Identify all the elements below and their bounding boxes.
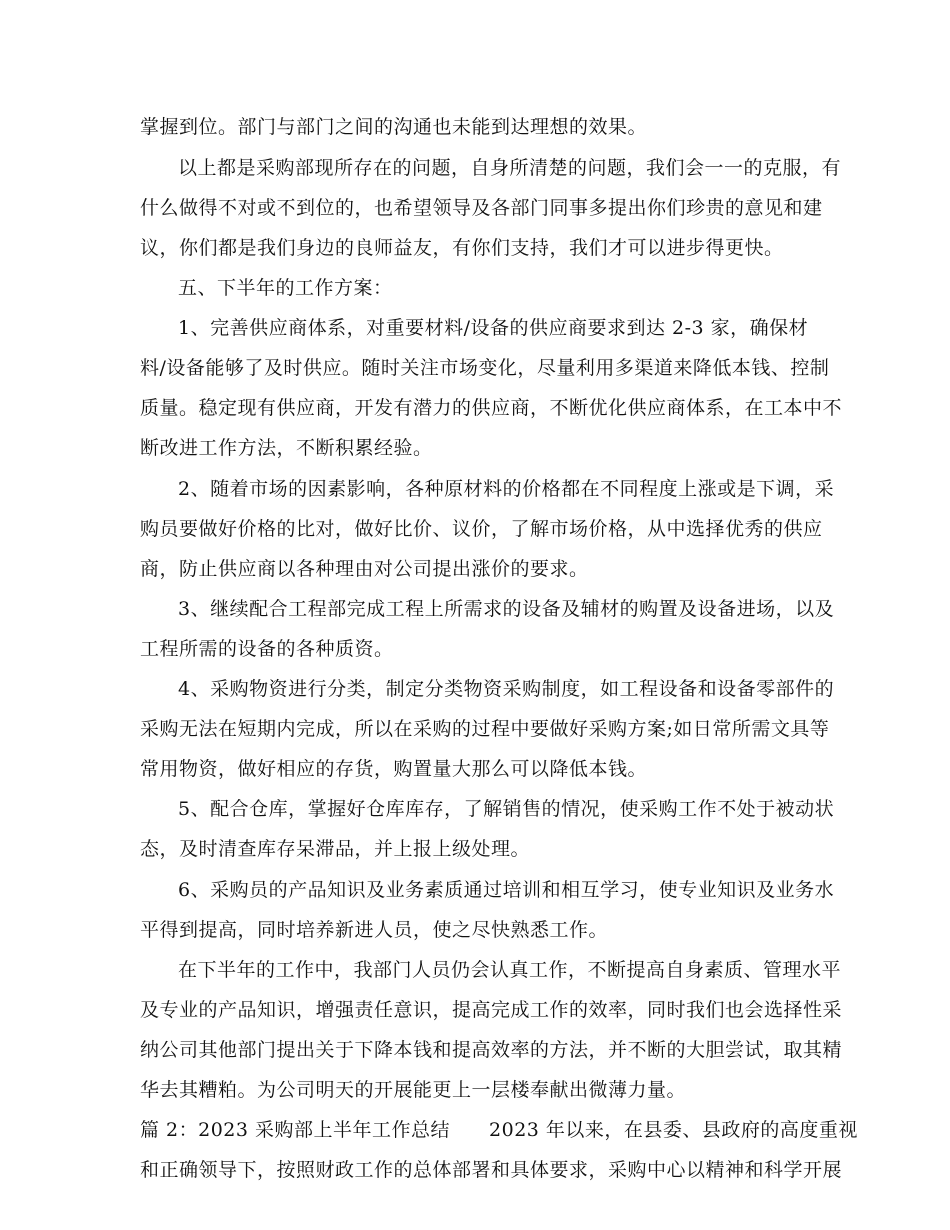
section-heading: 五、下半年的工作方案： <box>178 277 393 299</box>
text-line: 常用物资，做好相应的存货，购置量大那么可以降低本钱。 <box>140 758 648 780</box>
text-line: 华去其糟粕。为公司明天的开展能更上一层楼奉献出微薄力量。 <box>140 1079 687 1101</box>
text-line: 4、采购物资进行分类，制定分类物资采购制度，如工程设备和设备零部件的 <box>178 678 835 700</box>
text-line: 平得到提高，同时培养新进人员，使之尽快熟悉工作。 <box>140 919 609 941</box>
text-line: 料/设备能够了及时供应。随时关注市场变化，尽量利用多渠道来降低本钱、控制 <box>140 357 830 379</box>
text-line: 态，及时清查库存呆滞品，并上报上级处理。 <box>140 838 531 860</box>
text-line: 2、随着市场的因素影响，各种原材料的价格都在不同程度上涨或是下调，采 <box>178 478 835 500</box>
text-line: 3、继续配合工程部完成工程上所需求的设备及辅材的购置及设备进场，以及 <box>178 598 835 620</box>
text-line: 商，防止供应商以各种理由对公司提出涨价的要求。 <box>140 558 589 580</box>
text-line: 断改进工作方法，不断积累经验。 <box>140 437 433 459</box>
text-line: 在下半年的工作中，我部门人员仍会认真工作，不断提高自身素质、管理水平 <box>178 959 842 981</box>
article-heading-line: 篇 2：2023 采购部上半年工作总结 2023 年以来，在县委、县政府的高度重视 <box>140 1119 858 1141</box>
text-line: 5、配合仓库，掌握好仓库库存，了解销售的情况，使采购工作不处于被动状 <box>178 798 835 820</box>
text-line: 采购无法在短期内完成，所以在采购的过程中要做好采购方案;如日常所需文具等 <box>140 718 830 740</box>
text-line: 掌握到位。部门与部门之间的沟通也未能到达理想的效果。 <box>140 116 648 138</box>
text-line: 质量。稳定现有供应商，开发有潜力的供应商，不断优化供应商体系，在工本中不 <box>140 397 843 419</box>
text-line: 什么做得不对或不到位的，也希望领导及各部门同事多提出你们珍贵的意见和建 <box>140 197 823 219</box>
text-line: 以上都是采购部现所存在的问题，自身所清楚的问题，我们会一一的克服，有 <box>178 157 842 179</box>
text-line: 议，你们都是我们身边的良师益友，有你们支持，我们才可以进步得更快。 <box>140 237 784 259</box>
text-line: 工程所需的设备的各种质资。 <box>140 638 394 660</box>
text-line: 1、完善供应商体系，对重要材料/设备的供应商要求到达 2-3 家，确保材 <box>178 317 809 339</box>
text-line: 纳公司其他部门提出关于下降本钱和提高效率的方法，并不断的大胆尝试，取其精 <box>140 1039 843 1061</box>
text-line: 购员要做好价格的比对，做好比价、议价，了解市场价格，从中选择优秀的供应 <box>140 518 823 540</box>
text-line: 6、采购员的产品知识及业务素质通过培训和相互学习，使专业知识及业务水 <box>178 879 835 901</box>
text-line: 及专业的产品知识，增强责任意识，提高完成工作的效率，同时我们也会选择性采 <box>140 999 843 1021</box>
text-line: 和正确领导下，按照财政工作的总体部署和具体要求，采购中心以精神和科学开展 <box>140 1159 843 1181</box>
